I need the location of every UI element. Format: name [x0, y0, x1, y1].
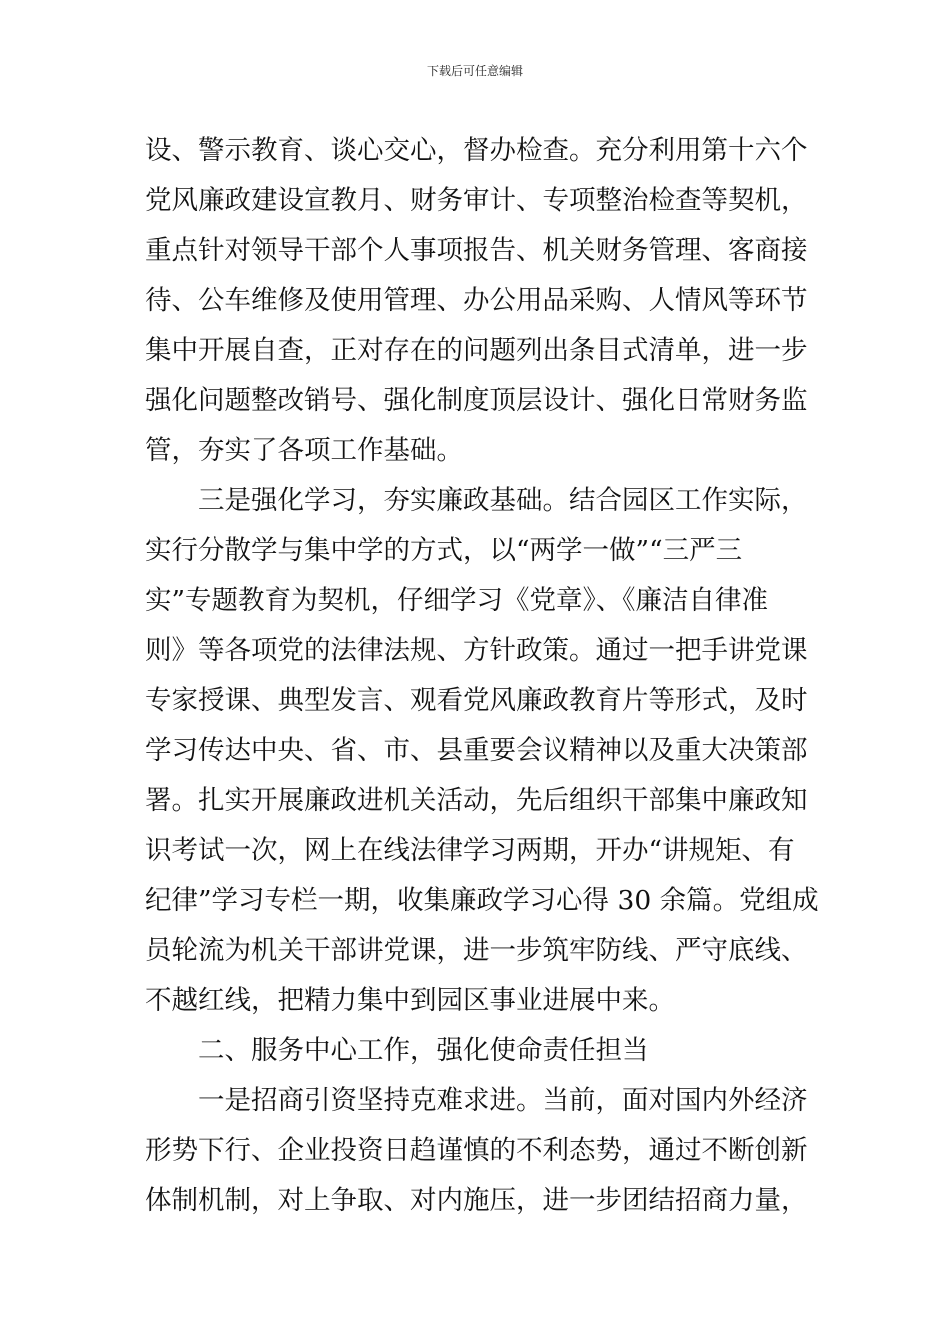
text-line-9: 实行分散学与集中学的方式，以“两学一做”“三严三: [145, 535, 743, 566]
text-line-13: 学习传达中央、省、市、县重要会议精神以及重大决策部: [145, 735, 808, 766]
text-line-21: 形势下行、企业投资日趋谨慎的不利态势，通过不断创新: [145, 1135, 808, 1166]
text-line-17: 员轮流为机关干部讲党课，进一步筑牢防线、严守底线、: [145, 935, 808, 966]
text-line-5: 集中开展自查，正对存在的问题列出条目式清单，进一步: [145, 335, 808, 366]
text-line-4: 待、公车维修及使用管理、办公用品采购、人情风等环节: [145, 285, 808, 316]
text-line-1: 设、警示教育、谈心交心，督办检查。充分利用第十六个: [145, 135, 808, 166]
text-line-11: 则》等各项党的法律法规、方针政策。通过一把手讲党课: [145, 635, 808, 666]
text-line-14: 署。扎实开展廉政进机关活动，先后组织干部集中廉政知: [145, 785, 808, 816]
text-line-18: 不越红线，把精力集中到园区事业进展中来。: [145, 985, 675, 1016]
text-line-16: 纪律”学习专栏一期，收集廉政学习心得 30 余篇。党组成: [145, 885, 819, 916]
text-line-7: 管，夯实了各项工作基础。: [145, 435, 463, 466]
paragraph-start-line: 一是招商引资坚持克难求进。当前，面对国内外经济: [198, 1085, 808, 1116]
document-body: [145, 126, 819, 1226]
text-line-2: 党风廉政建设宣教月、财务审计、专项整治检查等契机，: [145, 185, 808, 216]
section-heading: 二、服务中心工作，强化使命责任担当: [198, 1035, 649, 1066]
page-header: 下载后可任意编辑: [426, 64, 523, 78]
text-line-10: 实”专题教育为契机，仔细学习《党章》、《廉洁自律准: [145, 585, 769, 616]
text-line-6: 强化问题整改销号、强化制度顶层设计、强化日常财务监: [145, 385, 808, 416]
text-line-15: 识考试一次，网上在线法律学习两期，开办“讲规矩、有: [145, 835, 795, 866]
text-line-22: 体制机制，对上争取、对内施压，进一步团结招商力量，: [145, 1185, 808, 1216]
text-line-3: 重点针对领导干部个人事项报告、机关财务管理、客商接: [145, 235, 808, 266]
text-line-12: 专家授课、典型发言、观看党风廉政教育片等形式，及时: [145, 685, 808, 716]
paragraph-start-line: 三是强化学习，夯实廉政基础。结合园区工作实际，: [198, 485, 808, 516]
